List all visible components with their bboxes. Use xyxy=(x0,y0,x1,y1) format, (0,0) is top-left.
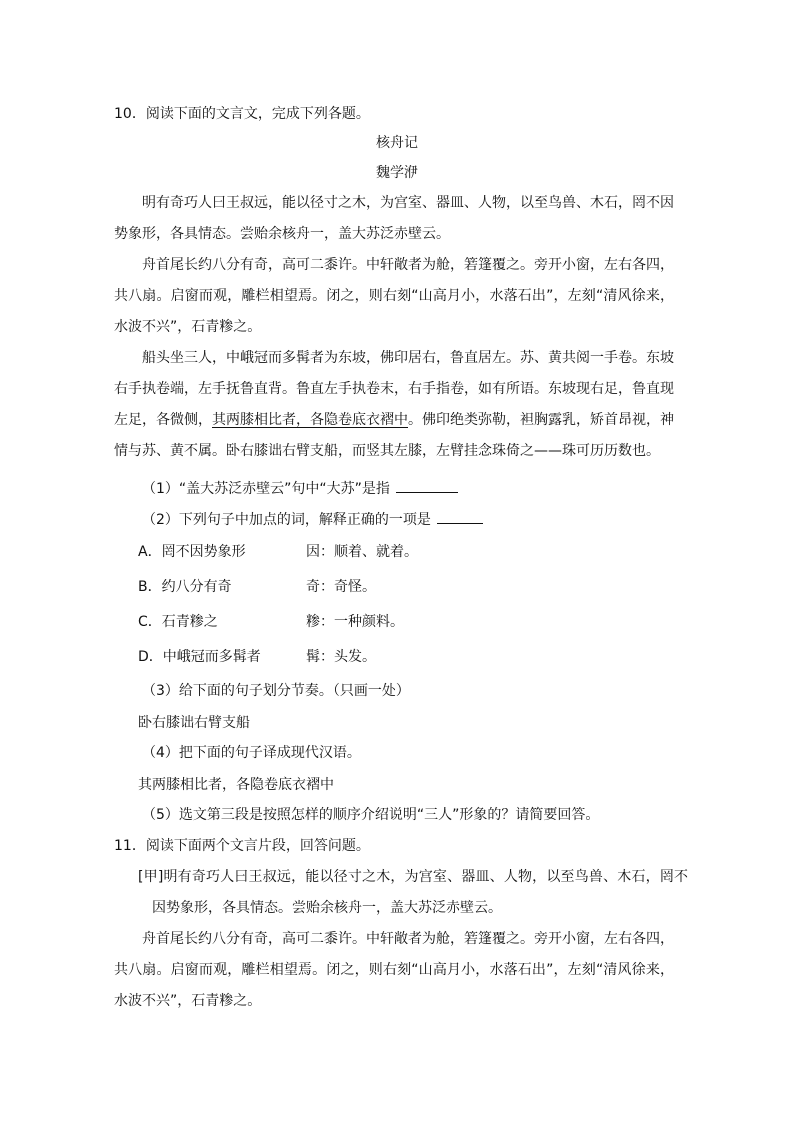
answer-blank-2[interactable] xyxy=(437,511,483,524)
sub-question-2-text: （2）下列句子中加点的词，解释正确的一项是 xyxy=(142,512,431,528)
sub-question-4-sentence: 其两膝相比者，各隐卷底衣褶中 xyxy=(138,777,334,793)
underlined-sentence: 其两膝相比者，各隐卷底衣褶中 xyxy=(212,412,408,428)
option-d-gloss: 髯：头发。 xyxy=(306,649,376,665)
option-a-gloss: 因：顺着、就着。 xyxy=(306,544,418,560)
option-d-label[interactable]: D．中峨冠而多髯者 xyxy=(138,649,261,665)
paragraph-3-text-before: 船头坐三人，中峨冠而多髯者为东坡，佛印居右，鲁直居左。苏、黄共阅一手卷。东坡右手执卷端，左手抚鲁直背。鲁直左手执卷末，右手指卷，如有所语。东坡现右足，鲁直现左足，各微侧， xyxy=(114,350,674,428)
q11-paragraph-2: 舟首尾长约八分有奇，高可二黍许。中轩敞者为舱，箬篷覆之。旁开小窗，左右各四，共八扇。启窗而观，雕栏相望焉。闭之，则右刻“山高月小，水落石出”，左刻“清风徐来，水波不兴”，石青糁之。 xyxy=(114,931,674,1009)
passage-paragraph-2: 舟首尾长约八分有奇，高可二黍许。中轩敞者为舱，箬篷覆之。旁开小窗，左右各四，共八扇。启窗而观，雕栏相望焉。闭之，则右刻“山高月小，水落石出”，左刻“清风徐来，水波不兴”，石青糁之。 xyxy=(114,257,674,335)
sub-question-5: （5）选文第三段是按照怎样的顺序介绍说明“三人”形象的？请简要回答。 xyxy=(142,807,600,823)
sub-question-1 xyxy=(142,479,458,499)
passage-paragraph-3 xyxy=(114,343,674,467)
option-b-label[interactable]: B．约八分有奇 xyxy=(138,579,232,595)
option-c-gloss: 糁：一种颜料。 xyxy=(306,614,404,630)
passage-author: 魏学洢 xyxy=(376,165,418,181)
paragraph-3-text-after: 。佛印绝类弥勒，袒胸露乳，矫首昂视，神情与苏、黄不属。卧右膝诎右臂支船，而竖其左膝，左臂挂念珠倚之——珠可历历数也。 xyxy=(114,412,674,459)
sub-question-2 xyxy=(142,510,483,530)
q11-paragraph-1: [甲]明有奇巧人曰王叔远，能以径寸之木，为宫室、器皿、人物，以至鸟兽、木石，罔不因势象形，各具情态。尝贻余核舟一，盖大苏泛赤壁云。 xyxy=(138,869,688,916)
question-10-heading: 10．阅读下面的文言文，完成下列各题。 xyxy=(114,106,370,122)
sub-question-3-sentence: 卧右膝诎右臂支船 xyxy=(138,715,250,731)
option-c-label[interactable]: C．石青糁之 xyxy=(138,614,218,630)
passage-paragraph-1: 明有奇巧人曰王叔远，能以径寸之木，为宫室、器皿、人物，以至鸟兽、木石，罔不因势象形，各具情态。尝贻余核舟一，盖大苏泛赤壁云。 xyxy=(114,195,674,242)
option-a-label[interactable]: A．罔不因势象形 xyxy=(138,544,246,560)
passage-title: 核舟记 xyxy=(376,135,418,151)
sub-question-3: （3）给下面的句子划分节奏。（只画一处） xyxy=(142,683,410,699)
option-b-gloss: 奇：奇怪。 xyxy=(306,579,376,595)
sub-question-4: （4）把下面的句子译成现代汉语。 xyxy=(142,745,361,761)
answer-blank-1[interactable] xyxy=(396,480,458,493)
question-11-heading: 11．阅读下面两个文言片段，回答问题。 xyxy=(114,838,370,854)
sub-question-1-text: （1）“盖大苏泛赤壁云”句中“大苏”是指 xyxy=(142,481,390,497)
